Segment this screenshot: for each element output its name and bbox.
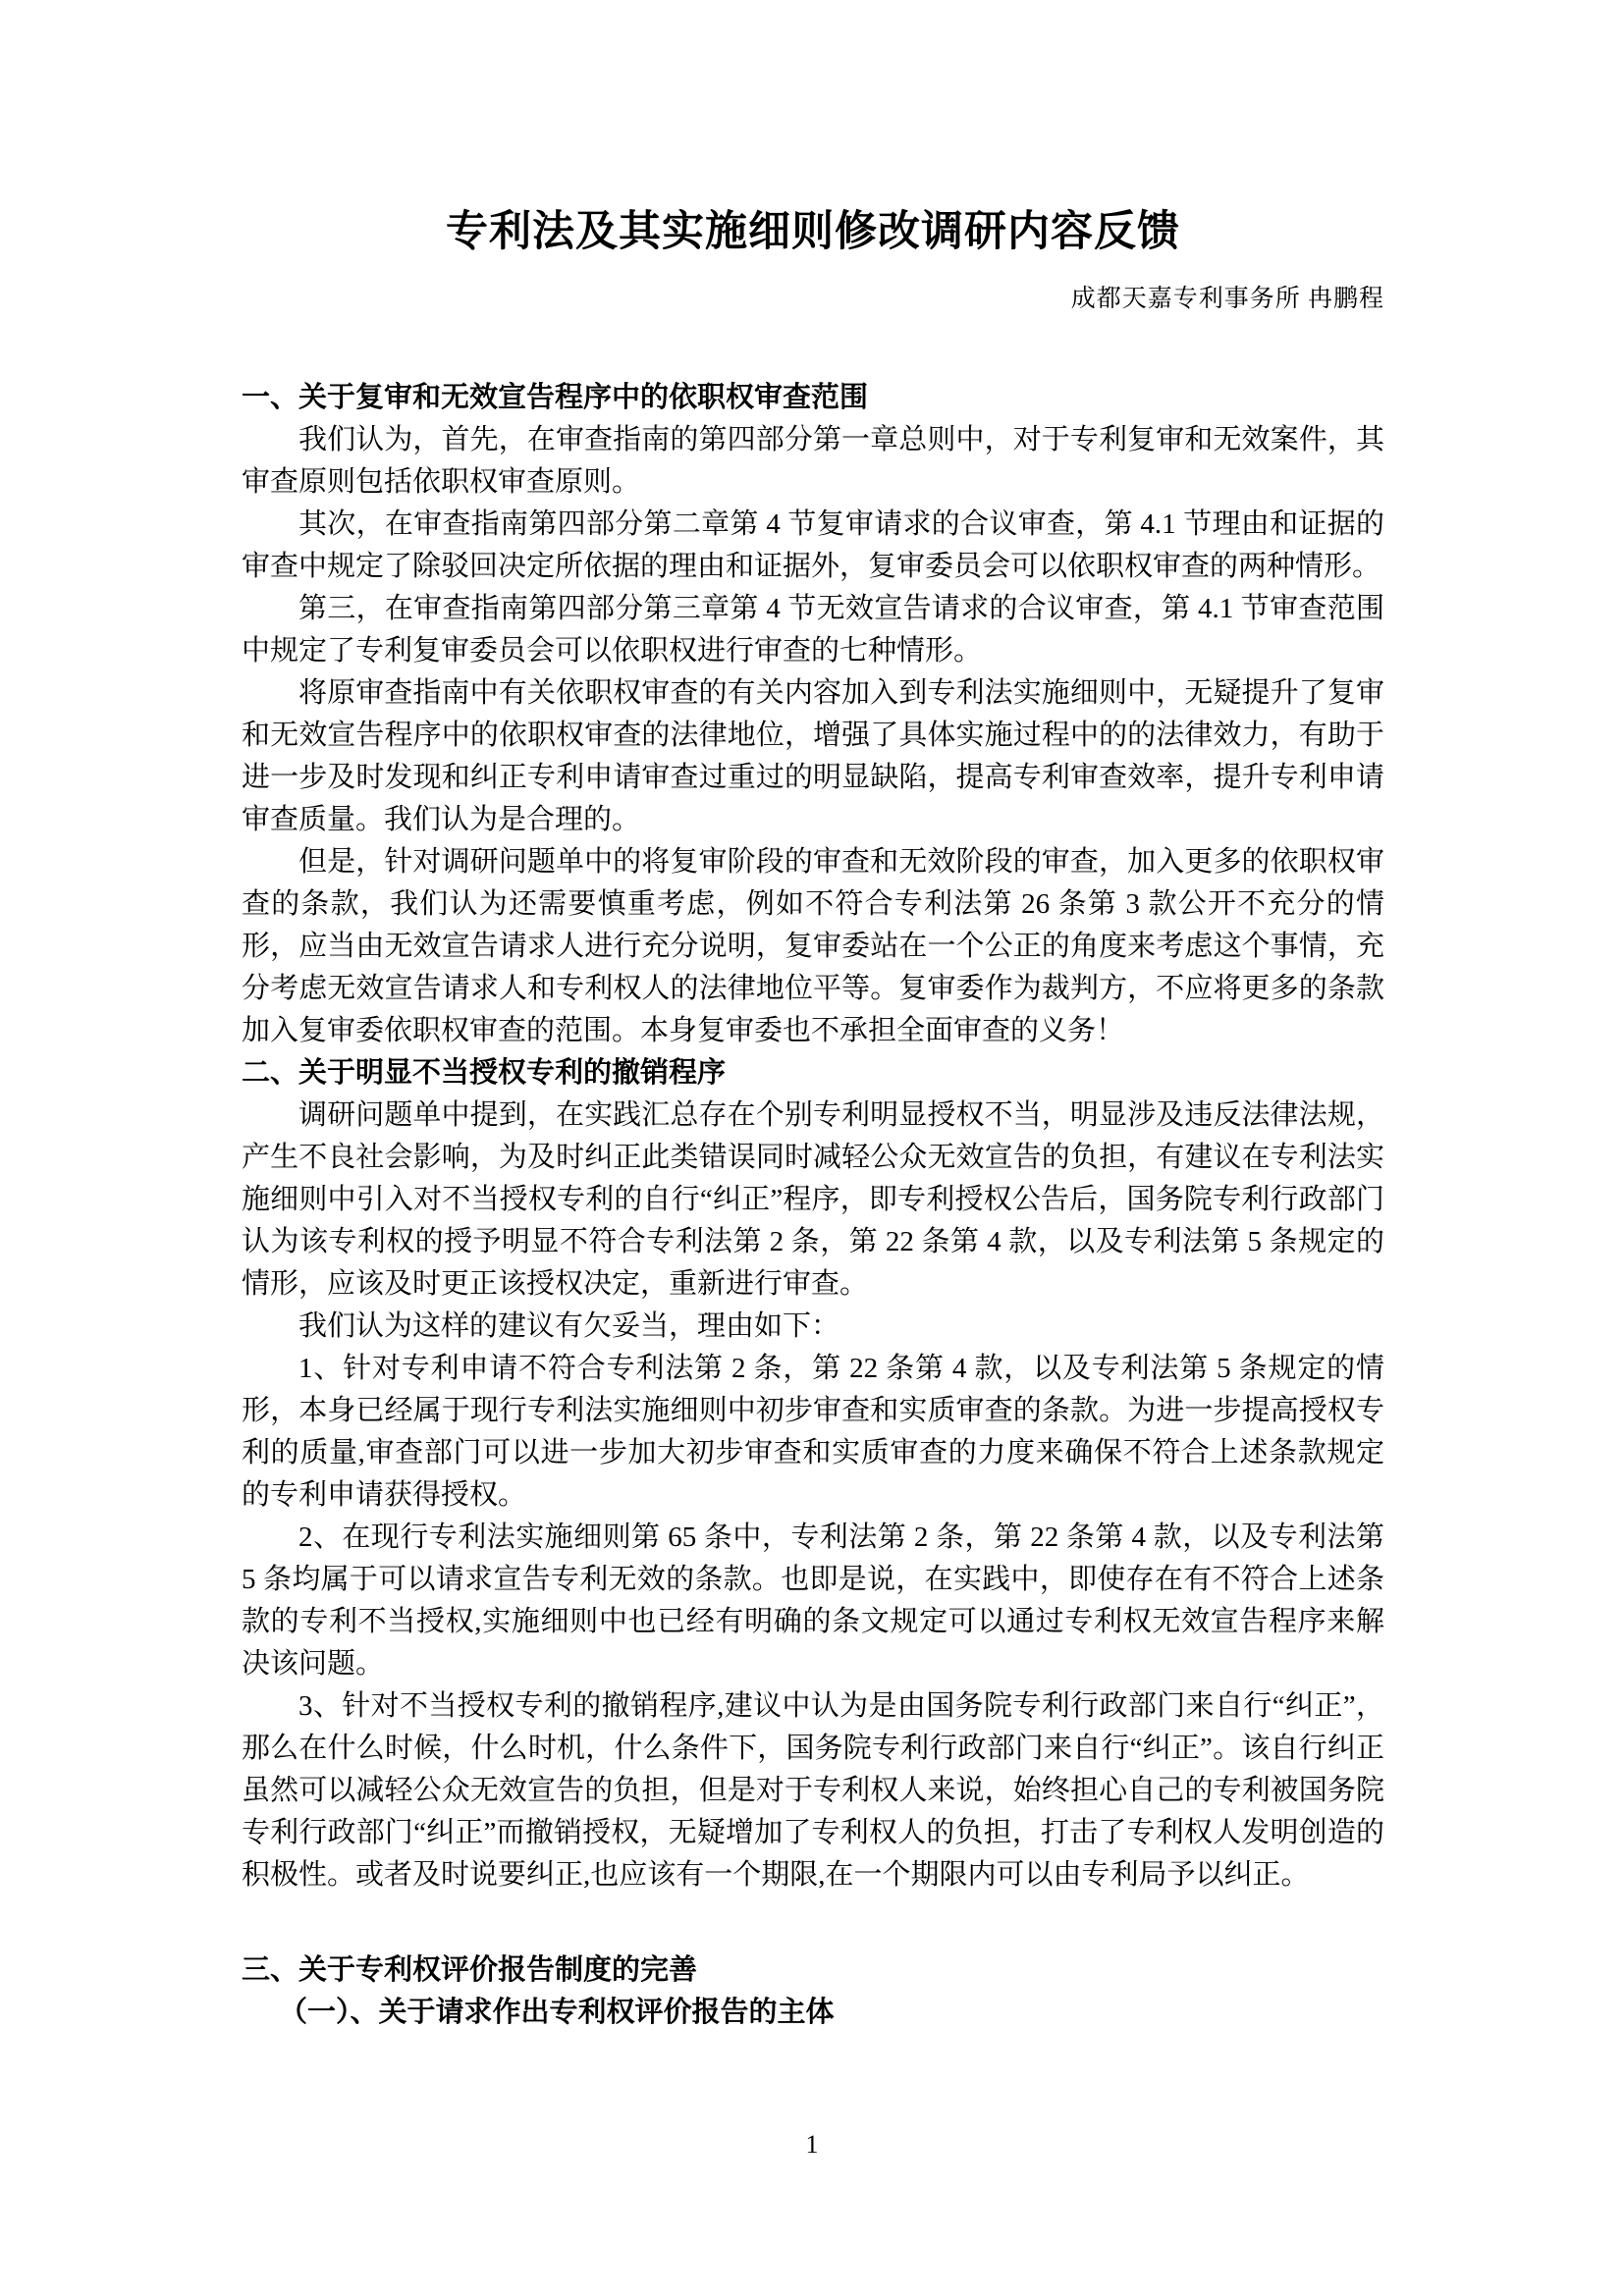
paragraph: 第三，在审查指南第四部分第三章第 4 节无效宣告请求的合议审查，第 4.1 节审查范围中规定了专利复审委员会可以依职权进行审查的七种情形。 — [242, 593, 1384, 667]
paragraph: 其次，在审查指南第四部分第二章第 4 节复审请求的合议审查，第 4.1 节理由和证据的审查中规定了除驳回决定所依据的理由和证据外，复审委员会可以依职权审查的两种情形。 — [242, 508, 1384, 582]
section-3-subheading: （一）、关于请求作出专利权评价报告的主体 — [279, 1997, 835, 2028]
paragraph: 我们认为，首先，在审查指南的第四部分第一章总则中，对于专利复审和无效案件，其审查原则包括依职权审查原则。 — [242, 424, 1384, 498]
paragraph: 调研问题单中提到，在实践汇总存在个别专利明显授权不当，明显涉及违反法律法规，产生不良社会影响，为及时纠正此类错误同时减轻公众无效宣告的负担，有建议在专利法实施细则中引入对不当授权专利的自行“纠正”程序，即专利授权公告后，国务院专利行政部门认为该专利权的授予明显不符合专利法第 2 条，第 22 条第 4 款，以及专利法第 5 条规定的情形，应该及时更正该授权决定，重新进行审查。 — [242, 1099, 1384, 1300]
paragraph: 2、在现行专利法实施细则第 65 条中，专利法第 2 条，第 22 条第 4 款，以及专利法第 5 条均属于可以请求宣告专利无效的条款。也即是说，在实践中，即使存在有不符合上述条款的专利不当授权,实施细则中也已经有明确的条文规定可以通过专利权无效宣告程序来解决该问题。 — [242, 1522, 1384, 1680]
paragraph: 1、针对专利申请不符合专利法第 2 条，第 22 条第 4 款，以及专利法第 5 条规定的情形，本身已经属于现行专利法实施细则中初步审查和实质审查的条款。为进一步提高授权专利的质量,审查部门可以进一步加大初步审查和实质审查的力度来确保不符合上述条款规定的专利申请获得授权。 — [242, 1353, 1384, 1511]
paragraph: 但是，针对调研问题单中的将复审阶段的审查和无效阶段的审查，加入更多的依职权审查的条款，我们认为还需要慎重考虑，例如不符合专利法第 26 条第 3 款公开不充分的情形，应当由无效宣告请求人进行充分说明，复审委站在一个公正的角度来考虑这个事情，充分考虑无效宣告请求人和专利权人的法律地位平等。复审委作为裁判方，不应将更多的条款加入复审委依职权审查的范围。本身复审委也不承担全面审查的义务！ — [242, 846, 1384, 1046]
section-1-heading: 一、关于复审和无效宣告程序中的依职权审查范围 — [242, 382, 869, 413]
document-content — [242, 0, 1384, 2034]
doc-title: 专利法及其实施细则修改调研内容反馈 — [446, 208, 1180, 255]
byline: 成都天嘉专利事务所 冉鹏程 — [1070, 286, 1384, 312]
section-2-heading: 二、关于明显不当授权专利的撤销程序 — [242, 1057, 727, 1089]
page-number: 1 — [805, 2130, 819, 2159]
section-3-heading: 三、关于专利权评价报告制度的完善 — [242, 1954, 698, 1986]
paragraph: 3、针对不当授权专利的撤销程序,建议中认为是由国务院专利行政部门来自行“纠正”，那么在什么时候，什么时机，什么条件下，国务院专利行政部门来自行“纠正”。该自行纠正虽然可以减轻公众无效宣告的负担，但是对于专利权人来说，始终担心自己的专利被国务院专利行政部门“纠正”而撤销授权，无疑增加了专利权人的负担，打击了专利权人发明创造的积极性。或者及时说要纠正,也应该有一个期限,在一个期限内可以由专利局予以纠正。 — [242, 1690, 1384, 1891]
paragraph: 我们认为这样的建议有欠妥当，理由如下： — [298, 1310, 840, 1342]
paragraph: 将原审查指南中有关依职权审查的有关内容加入到专利法实施细则中，无疑提升了复审和无效宣告程序中的依职权审查的法律地位，增强了具体实施过程中的的法律效力，有助于进一步及时发现和纠正专利申请审查过重过的明显缺陷，提高专利审查效率，提升专利申请审查质量。我们认为是合理的。 — [242, 677, 1384, 835]
